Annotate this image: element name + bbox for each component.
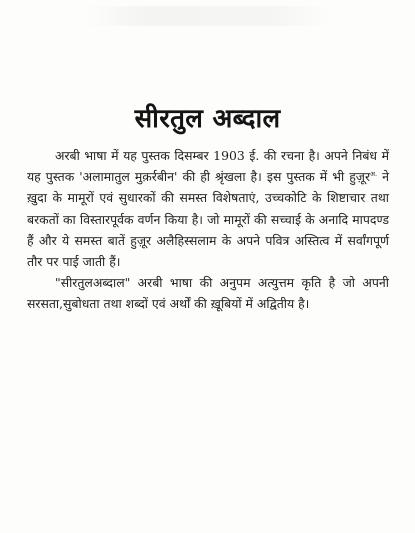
honorific-superscript: अ.	[370, 170, 378, 179]
paragraph-2: "सीरतुलअब्दाल" अरबी भाषा की अनुपम अत्युत्तम कृति है जो अपनी सरसता,सुबोधता तथा शब्दों एवं अर्थों की ख़ूबियों में अद्वितीय है।	[27, 275, 389, 312]
page-title: सीरतुल अब्दाल	[134, 104, 281, 135]
paragraph-1-text-end: ने ख़ुदा के मामूरों एवं सुधारकों की समस्त विशेषताएं, उच्चकोटि के शिष्टाचार तथा बरकतों का विस्तारपूर्वक वर्णन किया है। जो मामूरों की सच्चाई के अनादि मापदण्ड हैं और ये समस्त बातें हुज़ूर अलैहिस्सलाम के अपने पवित्र अस्तित्व में सर्वांगपूर्ण तौर पर पाई जाती हैं।	[27, 169, 389, 270]
paragraph-1-text-start: अरबी भाषा में यह पुस्तक दिसम्बर 1903 ई. की रचना है। अपने निबंध में यह पुस्तक 'अलामातुल मुक़र्रबीन' की ही श्रृंखला है। इस पुस्तक में भी हुज़ूर	[27, 148, 389, 185]
document-body	[27, 145, 389, 315]
bleed-through-shadow	[0, 6, 415, 26]
paragraph-1	[27, 145, 389, 272]
